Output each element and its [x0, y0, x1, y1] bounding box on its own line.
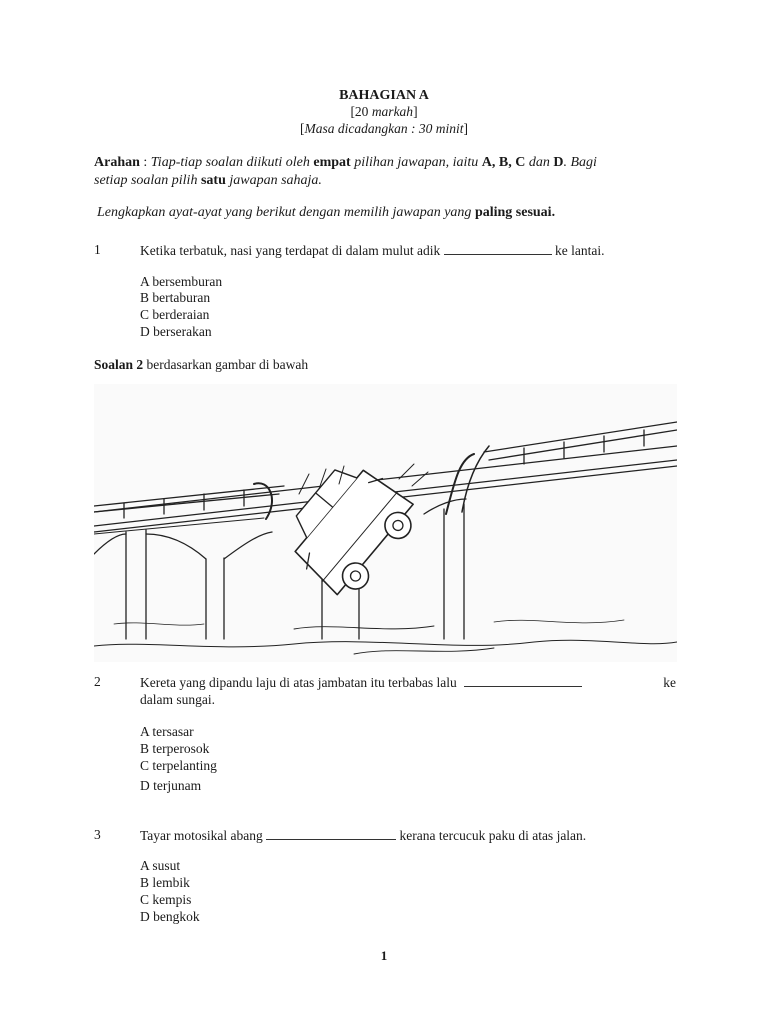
question-2-number: 2 [94, 674, 101, 689]
question-3-option-b: B lembik [140, 875, 190, 890]
instructions-part-3: dan [525, 155, 554, 170]
question-1-option-b: B bertaburan [140, 290, 211, 305]
instructions-bold-1: empat [313, 155, 351, 170]
answer-blank [464, 674, 582, 687]
complete-instruction-bold: paling sesuai. [474, 205, 556, 220]
marks-word: markah [371, 104, 414, 119]
instructions-line-2-a: setiap soalan pilih [94, 173, 201, 188]
question-2-line-2: dalam sungai. [140, 692, 215, 707]
question-3-text-after: kerana tercucuk paku di atas jalan. [396, 828, 587, 843]
question-1-option-a: A bersemburan [140, 274, 223, 289]
instructions-line-1 [94, 155, 597, 171]
complete-instruction [97, 205, 555, 221]
question-2-text-before: Kereta yang dipandu laju di atas jambatan itu terbabas lalu [140, 675, 461, 690]
time-prefix: [ [300, 121, 305, 136]
marks-line [0, 104, 768, 120]
instructions-line-2-b: jawapan sahaja. [225, 173, 322, 188]
question-1-text-after: ke lantai. [551, 243, 605, 258]
section-title: BAHAGIAN A [339, 88, 429, 103]
question-2-preface-rest: berdasarkan gambar di bawah [143, 357, 309, 372]
instructions-part-4: . Bagi [563, 155, 597, 170]
instructions-line-2 [94, 173, 322, 189]
question-1-number: 1 [94, 242, 101, 257]
instructions-bold-2: A, B, C [481, 155, 526, 170]
question-3-text [140, 827, 676, 844]
instructions-line-2-bold: satu [200, 173, 226, 188]
question-3-option-c: C kempis [140, 892, 192, 907]
question-2-option-d: D terjunam [140, 778, 202, 793]
instructions-part-1: Tiap-tiap soalan diikuti oleh [150, 155, 314, 170]
question-3-option-d: D bengkok [140, 909, 200, 924]
question-3-number: 3 [94, 827, 101, 842]
complete-instruction-text: Lengkapkan ayat-ayat yang berikut dengan memilih jawapan yang [97, 205, 475, 220]
question-2-option-c: C terpelanting [140, 758, 217, 773]
marks-prefix: [20 [350, 104, 372, 119]
question-1-text [140, 242, 676, 259]
question-3-text-before: Tayar motosikal abang [140, 828, 267, 843]
question-2-text-after: ke [663, 675, 676, 690]
time-suffix: ] [463, 121, 468, 136]
instructions-bold-3: D [553, 155, 564, 170]
question-2-preface [94, 357, 308, 373]
question-2-line-1 [140, 674, 676, 691]
answer-blank [444, 242, 552, 255]
answer-blank [266, 827, 396, 840]
instructions-label: Arahan [94, 155, 140, 170]
question-3-option-a: A susut [140, 858, 181, 873]
marks-suffix: ] [413, 104, 418, 119]
question-1-text-before: Ketika terbatuk, nasi yang terdapat di dalam mulut adik [140, 243, 444, 258]
time-label: Masa dicadangkan : 30 minit [304, 121, 464, 136]
car-crash-illustration [94, 384, 677, 662]
question-2-preface-bold: Soalan 2 [94, 357, 144, 372]
page-number: 1 [380, 948, 388, 963]
question-2-option-b: B terperosok [140, 741, 210, 756]
question-1-option-c: C berderaian [140, 307, 210, 322]
time-line [0, 121, 768, 137]
question-1-option-d: D berserakan [140, 324, 212, 339]
instructions-part-2: pilihan jawapan, iaitu [350, 155, 482, 170]
question-2-option-a: A tersasar [140, 724, 194, 739]
question-2-text [140, 674, 676, 708]
instructions-colon: : [139, 155, 151, 170]
